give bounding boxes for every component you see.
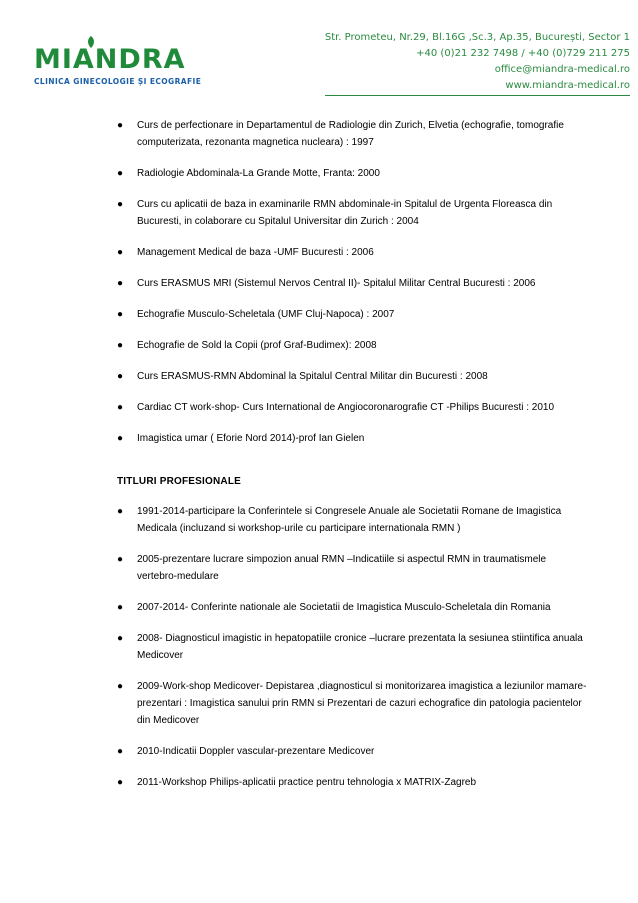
courses-list (117, 117, 587, 447)
clinic-logo (34, 44, 202, 91)
list-item (117, 165, 587, 182)
bullet-icon: ● (117, 371, 124, 382)
list-item (117, 306, 587, 323)
page-header (0, 0, 638, 100)
list-item-text: Echografie Musculo-Scheletala (UMF Cluj-Napoca) : 2007 (137, 309, 395, 320)
list-item (117, 774, 587, 791)
list-item (117, 503, 587, 537)
list-item-text: 1991-2014-participare la Conferintele si Congresele Anuale ale Societatii Romane de Imagistica Medicala (incluzand si workshop-urile cu participare internationala RMN ) (137, 506, 562, 534)
bullet-icon: ● (117, 602, 124, 613)
list-item (117, 599, 587, 616)
list-item (117, 678, 587, 729)
list-item (117, 117, 587, 151)
list-item (117, 196, 587, 230)
contact-block (325, 30, 630, 96)
list-item (117, 337, 587, 354)
list-item-text: Imagistica umar ( Eforie Nord 2014)-prof Ian Gielen (137, 433, 365, 444)
bullet-icon: ● (117, 433, 124, 444)
list-item-text: Curs de perfectionare in Departamentul de Radiologie din Zurich, Elvetia (echografie, tomografie computerizata, rezonanta magnetica nucleara) : 1997 (137, 120, 564, 148)
list-item-text: 2009-Work-shop Medicover- Depistarea ,diagnosticul si monitorizarea imagistica a leziunilor mamare- prezentari : Imagistica sanului prin RMN si Prezentari de cazuri echografice din patologia pacientelor din Medicover (137, 681, 587, 726)
list-item-text: Management Medical de baza -UMF Bucuresti : 2006 (137, 247, 374, 258)
list-item (117, 368, 587, 385)
bullet-icon: ● (117, 681, 124, 692)
list-item-text: Curs ERASMUS-RMN Abdominal la Spitalul Central Militar din Bucuresti : 2008 (137, 371, 488, 382)
bullet-icon: ● (117, 506, 124, 517)
section-heading: TITLURI PROFESIONALE (117, 476, 241, 487)
list-item-text: Curs ERASMUS MRI (Sistemul Nervos Central II)- Spitalul Militar Central Bucuresti : 2006 (137, 278, 536, 289)
list-item (117, 551, 587, 585)
list-item-text: Curs cu aplicatii de baza in examinarile RMN abdominale-in Spitalul de Urgenta Floreasca din Bucuresti, in colaborare cu Spitalul Universitar din Zurich : 2004 (137, 199, 553, 227)
document-body (117, 117, 587, 805)
list-item-text: 2005-prezentare lucrare simpozion anual RMN –Indicatiile si aspectul RMN in traumatismele vertebro-medulare (137, 554, 547, 582)
bullet-icon: ● (117, 402, 124, 413)
list-item-text: Echografie de Sold la Copii (prof Graf-Budimex): 2008 (137, 340, 377, 351)
list-item (117, 630, 587, 664)
list-item-text: 2007-2014- Conferinte nationale ale Societatii de Imagistica Musculo-Scheletala din Romania (137, 602, 551, 613)
website-link[interactable]: www.miandra-medical.ro (325, 78, 630, 96)
bullet-icon: ● (117, 278, 124, 289)
bullet-icon: ● (117, 633, 124, 644)
titles-list (117, 503, 587, 791)
phone-text: +40 (0)21 232 7498 / +40 (0)729 211 275 (416, 48, 630, 59)
bullet-icon: ● (117, 309, 124, 320)
bullet-icon: ● (117, 199, 124, 210)
list-item (117, 244, 587, 261)
list-item-text: 2008- Diagnosticul imagistic in hepatopatiile cronice –lucrare prezentata la sesiunea stiintifica anuala Medicover (137, 633, 583, 661)
list-item (117, 399, 587, 416)
logo-subtitle: CLINICA GINECOLOGIE ȘI ECOGRAFIE (34, 77, 202, 86)
list-item-text: Cardiac CT work-shop- Curs International de Angiocoronarografie CT -Philips Bucuresti : 2010 (137, 402, 555, 413)
list-item (117, 743, 587, 760)
bullet-icon: ● (117, 554, 124, 565)
bullet-icon: ● (117, 746, 124, 757)
list-item-text: 2011-Workshop Philips-aplicatii practice pentru tehnologia x MATRIX-Zagreb (137, 777, 477, 788)
list-item (117, 275, 587, 292)
bullet-icon: ● (117, 777, 124, 788)
logo-wordmark: MIANDRA (34, 44, 186, 75)
address-text: Str. Prometeu, Nr.29, Bl.16G ,Sc.3, Ap.35, București, Sector 1 (324, 32, 630, 43)
list-item (117, 430, 587, 447)
bullet-icon: ● (117, 340, 124, 351)
bullet-icon: ● (117, 247, 124, 258)
list-item-text: 2010-Indicatii Doppler vascular-prezentare Medicover (137, 746, 375, 757)
bullet-icon: ● (117, 168, 124, 179)
bullet-icon: ● (117, 120, 124, 131)
email-link[interactable]: office@miandra-medical.ro (494, 64, 630, 75)
list-item-text: Radiologie Abdominala-La Grande Motte, Franta: 2000 (137, 168, 380, 179)
